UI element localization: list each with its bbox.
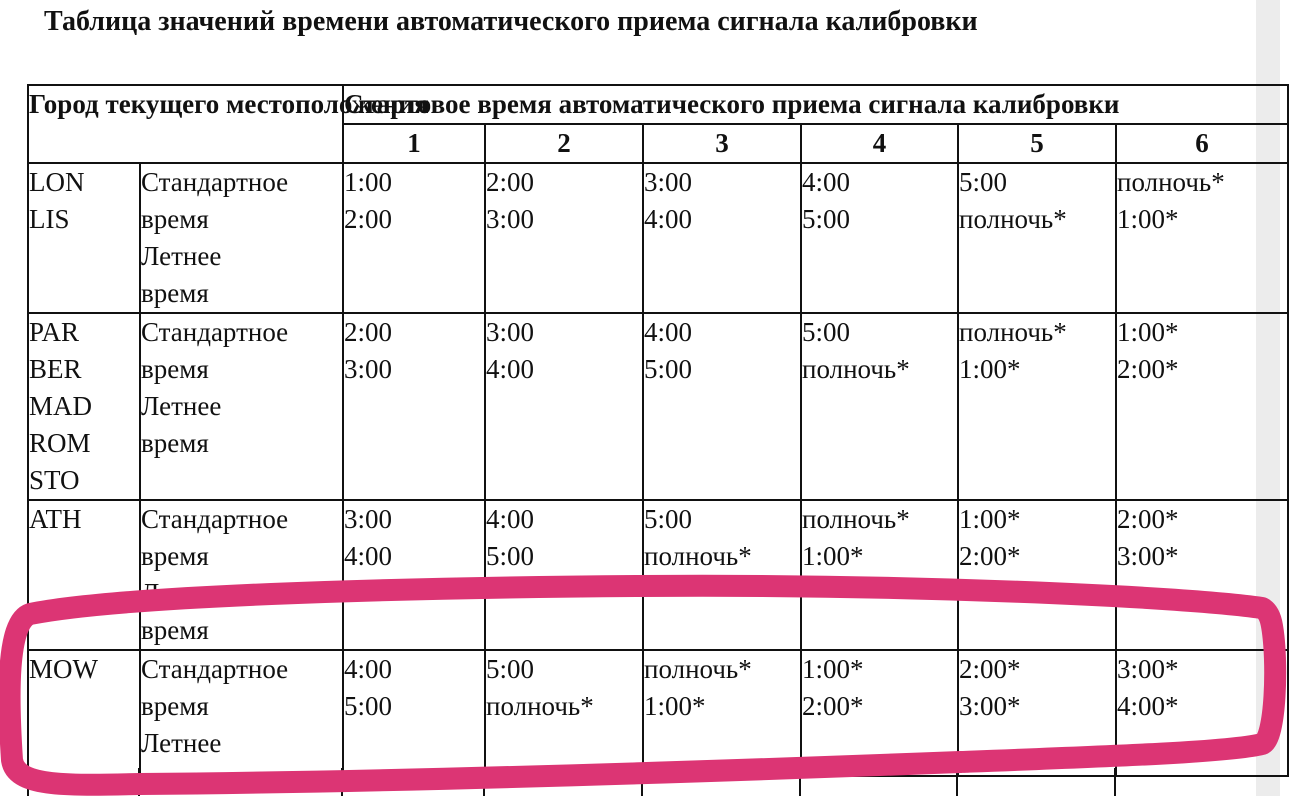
time-type-cell	[140, 500, 343, 650]
start-time-cell-5	[958, 163, 1116, 313]
standard-time-value: полночь*	[959, 317, 1067, 347]
start-time-header: Стартовое время автоматического приема сигнала калибровки	[343, 85, 1288, 124]
time-type-label: Стандартное	[141, 654, 289, 684]
start-time-cell-2	[485, 313, 643, 500]
summer-time-value: полночь*	[644, 541, 752, 571]
standard-time-value: 2:00*	[1117, 504, 1179, 534]
start-time-cell-4	[801, 650, 958, 776]
start-time-cell-2	[485, 650, 643, 776]
start-time-cell-4	[801, 163, 958, 313]
summer-time-value: 5:00	[644, 354, 693, 384]
summer-time-value: 4:00	[486, 354, 535, 384]
standard-time-value: 3:00	[644, 167, 693, 197]
start-time-cell-5	[958, 313, 1116, 500]
start-time-cell-6	[1116, 500, 1288, 650]
standard-time-value: 1:00*	[1117, 317, 1179, 347]
standard-time-value: полночь*	[802, 504, 910, 534]
start-time-cell-1	[343, 500, 485, 650]
start-time-cell-3	[643, 500, 801, 650]
city-code: ROM	[29, 428, 91, 458]
table-row	[28, 163, 1288, 313]
city-code: ATH	[29, 504, 82, 534]
summer-time-value: полночь*	[486, 691, 594, 721]
time-type-label: время	[141, 691, 209, 721]
standard-time-value: 2:00	[486, 167, 535, 197]
summer-time-value: 5:00	[344, 691, 393, 721]
standard-time-value: 5:00	[959, 167, 1008, 197]
time-type-label: Летнее	[141, 578, 222, 608]
time-type-label: Стандартное	[141, 317, 289, 347]
summer-time-value: 3:00	[486, 204, 535, 234]
page-title: Таблица значений времени автоматического приема сигнала калибровки	[44, 6, 978, 37]
city-codes-cell	[28, 500, 140, 650]
column-number-3: 3	[643, 124, 801, 163]
summer-time-value: 4:00	[344, 541, 393, 571]
time-type-label: время	[141, 278, 209, 308]
table-row	[28, 500, 1288, 650]
start-time-cell-6	[1116, 313, 1288, 500]
start-time-cell-5	[958, 500, 1116, 650]
city-code: STO	[29, 465, 80, 495]
standard-time-value: 3:00	[344, 504, 393, 534]
time-type-label: Летнее	[141, 728, 222, 758]
time-type-label: Летнее	[141, 391, 222, 421]
summer-time-value: 3:00*	[959, 691, 1021, 721]
summer-time-value: 1:00*	[644, 691, 706, 721]
summer-time-value: 3:00*	[1117, 541, 1179, 571]
start-time-cell-2	[485, 500, 643, 650]
standard-time-value: 1:00*	[802, 654, 864, 684]
city-code: LON	[29, 167, 85, 197]
time-type-label: время	[141, 204, 209, 234]
standard-time-value: полночь*	[1117, 167, 1225, 197]
summer-time-value: 2:00*	[802, 691, 864, 721]
start-time-cell-1	[343, 650, 485, 776]
time-type-label: Стандартное	[141, 504, 289, 534]
standard-time-value: 3:00*	[1117, 654, 1179, 684]
start-time-cell-4	[801, 500, 958, 650]
summer-time-value: 5:00	[802, 204, 851, 234]
summer-time-value: 1:00*	[959, 354, 1021, 384]
standard-time-value: 4:00	[802, 167, 851, 197]
standard-time-value: 1:00	[344, 167, 393, 197]
next-row-stub	[27, 768, 1287, 796]
time-type-label: Летнее	[141, 241, 222, 271]
standard-time-value: 4:00	[644, 317, 693, 347]
calibration-time-table	[27, 84, 1289, 777]
column-number-5: 5	[958, 124, 1116, 163]
start-time-cell-3	[643, 650, 801, 776]
summer-time-value: 2:00*	[959, 541, 1021, 571]
start-time-cell-6	[1116, 163, 1288, 313]
standard-time-value: 5:00	[802, 317, 851, 347]
start-time-cell-1	[343, 163, 485, 313]
start-time-cell-1	[343, 313, 485, 500]
summer-time-value: 4:00*	[1117, 691, 1179, 721]
start-time-cell-4	[801, 313, 958, 500]
time-type-cell	[140, 313, 343, 500]
city-code: PAR	[29, 317, 80, 347]
standard-time-value: 5:00	[644, 504, 693, 534]
time-type-label: время	[141, 428, 209, 458]
time-type-label: время	[141, 354, 209, 384]
city-code: LIS	[29, 204, 70, 234]
start-time-cell-3	[643, 163, 801, 313]
city-codes-cell	[28, 163, 140, 313]
standard-time-value: 5:00	[486, 654, 535, 684]
standard-time-value: 2:00*	[959, 654, 1021, 684]
time-type-cell	[140, 163, 343, 313]
summer-time-value: полночь*	[959, 204, 1067, 234]
standard-time-value: 3:00	[486, 317, 535, 347]
city-column-header: Город текущего местоположения	[28, 85, 343, 163]
start-time-cell-2	[485, 163, 643, 313]
column-number-1: 1	[343, 124, 485, 163]
city-codes-cell	[28, 313, 140, 500]
column-number-2: 2	[485, 124, 643, 163]
summer-time-value: 1:00*	[802, 541, 864, 571]
summer-time-value: 1:00*	[1117, 204, 1179, 234]
city-code: MAD	[29, 391, 93, 421]
time-type-label: время	[141, 615, 209, 645]
table-row	[28, 650, 1288, 776]
standard-time-value: 4:00	[486, 504, 535, 534]
city-code: BER	[29, 354, 82, 384]
summer-time-value: 2:00	[344, 204, 393, 234]
standard-time-value: полночь*	[644, 654, 752, 684]
table-row	[28, 313, 1288, 500]
summer-time-value: 2:00*	[1117, 354, 1179, 384]
time-type-label: время	[141, 541, 209, 571]
column-number-4: 4	[801, 124, 958, 163]
start-time-cell-3	[643, 313, 801, 500]
start-time-cell-6	[1116, 650, 1288, 776]
city-codes-cell	[28, 650, 140, 776]
standard-time-value: 4:00	[344, 654, 393, 684]
start-time-cell-5	[958, 650, 1116, 776]
standard-time-value: 2:00	[344, 317, 393, 347]
summer-time-value: 5:00	[486, 541, 535, 571]
summer-time-value: полночь*	[802, 354, 910, 384]
summer-time-value: 4:00	[644, 204, 693, 234]
time-type-label: Стандартное	[141, 167, 289, 197]
column-number-6: 6	[1116, 124, 1288, 163]
standard-time-value: 1:00*	[959, 504, 1021, 534]
city-code: MOW	[29, 654, 98, 684]
summer-time-value: 3:00	[344, 354, 393, 384]
time-type-cell	[140, 650, 343, 776]
